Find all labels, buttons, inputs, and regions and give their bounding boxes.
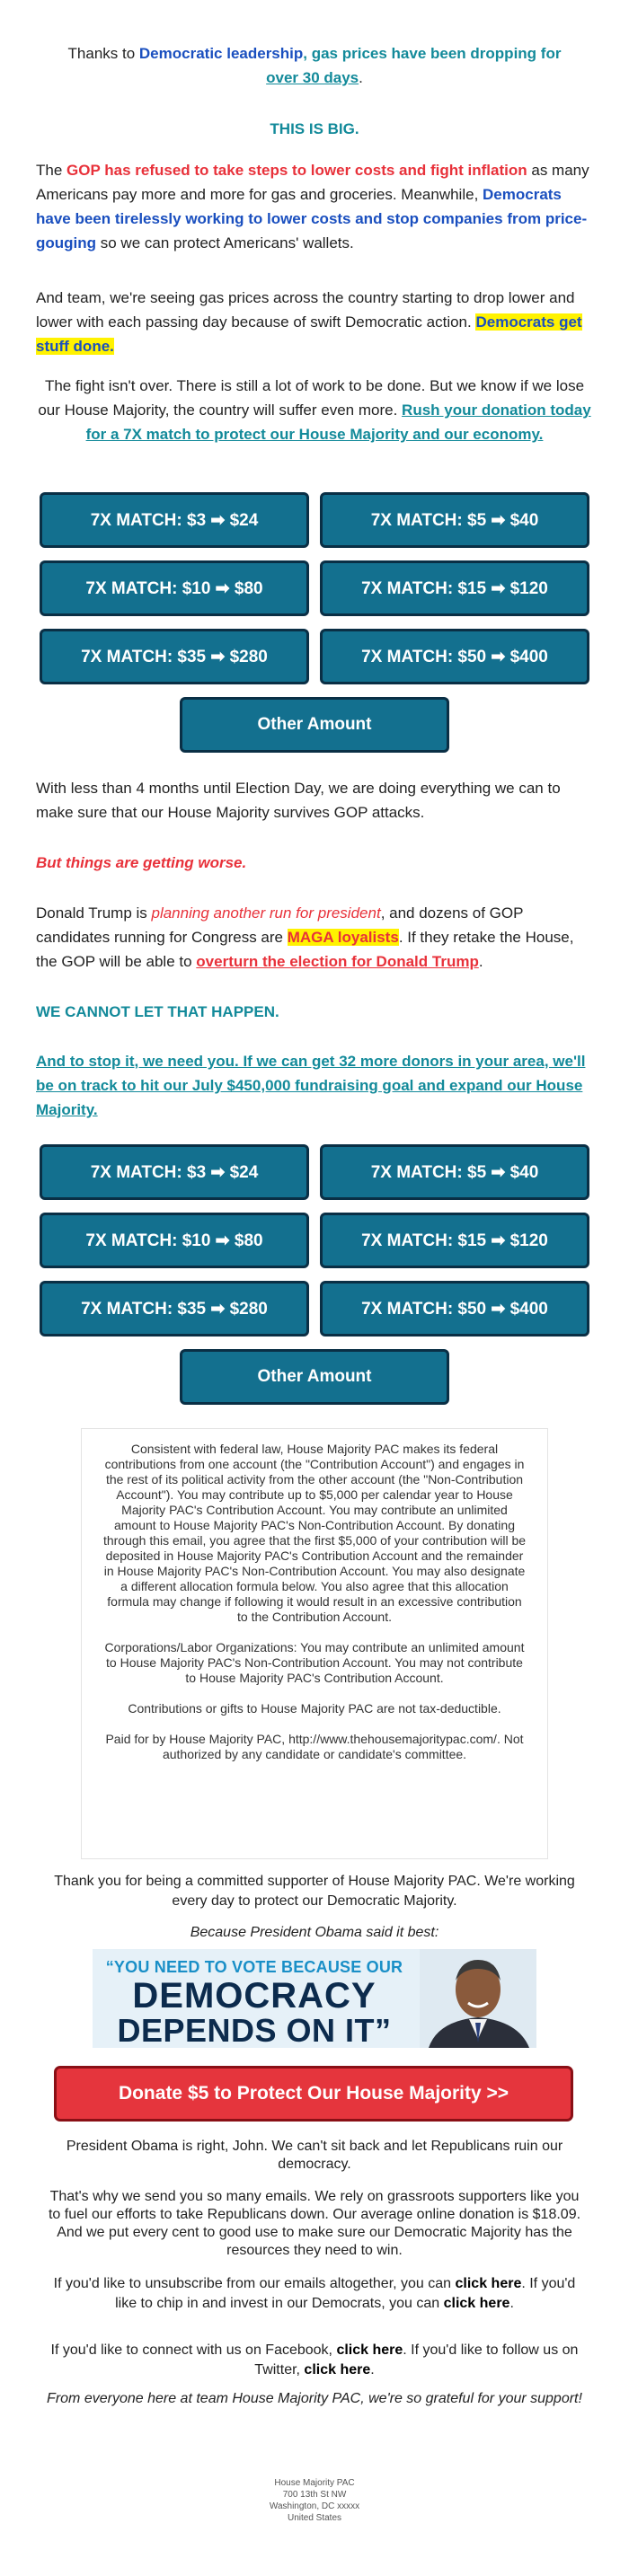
maga-loyalists-highlight: MAGA loyalists bbox=[287, 929, 399, 946]
chip-in-link[interactable]: click here bbox=[443, 2296, 510, 2311]
cannot-let-happen-heading: WE CANNOT LET THAT HAPPEN. bbox=[36, 1003, 279, 1020]
match-button-5[interactable]: 7X MATCH: $5 ➡ $40 bbox=[320, 492, 589, 548]
thank-you-paragraph: Thank you for being a committed supporter of House Majority PAC. We're working every day to protect our Democratic Majority. bbox=[54, 1874, 575, 1909]
match-button-10[interactable]: 7X MATCH: $10 ➡ $80 bbox=[40, 560, 309, 616]
disclaimer-tax: Contributions or gifts to House Majority PAC are not tax-deductible. bbox=[128, 1701, 501, 1716]
banner-quote-line: “YOU NEED TO VOTE BECAUSE OUR bbox=[105, 1958, 403, 1976]
gop-refused-text: GOP has refused to take steps to lower costs and fight inflation bbox=[66, 162, 527, 179]
match-button-35[interactable]: 7X MATCH: $35 ➡ $280 bbox=[40, 1281, 309, 1337]
trump-b: , and dozens of GOP candidates running for Congress are bbox=[36, 904, 524, 946]
obama-democracy-banner bbox=[93, 1949, 536, 2048]
dems-working-text: Democrats have been tirelessly working to lower costs and stop companies from price-gouging bbox=[36, 186, 588, 251]
trump-d: . bbox=[478, 953, 483, 970]
address-line-3: Washington, DC xxxxx bbox=[269, 2501, 360, 2511]
fight-paragraph bbox=[36, 374, 593, 446]
gop-paragraph bbox=[36, 158, 593, 255]
intro-gas-prices: , gas prices have been dropping for bbox=[303, 45, 562, 62]
trump-c: . If they retake the House, the GOP will be able to bbox=[36, 929, 574, 970]
other-amount-button[interactable]: Other Amount bbox=[180, 1349, 449, 1405]
match-button-3[interactable]: 7X MATCH: $3 ➡ $24 bbox=[40, 492, 309, 548]
gop-end-text: so we can protect Americans' wallets. bbox=[96, 234, 354, 251]
stop-it-link[interactable]: And to stop it, we need you. If we can get 32 more donors in your area, we'll be on track to hit our July $450,000 fundraising goal and expand our House Majority. bbox=[36, 1053, 586, 1118]
match-button-10[interactable]: 7X MATCH: $10 ➡ $80 bbox=[40, 1213, 309, 1268]
match-button-50[interactable]: 7X MATCH: $50 ➡ $400 bbox=[320, 629, 589, 684]
address-line-1: House Majority PAC bbox=[274, 2478, 355, 2488]
intro-thanks: Thanks to bbox=[67, 45, 139, 62]
intro-period: . bbox=[359, 69, 363, 86]
banner-depends: DEPENDS ON IT” bbox=[117, 2012, 392, 2048]
rush-donation-link[interactable]: Rush your donation today for a 7X match to protect our House Majority and our economy. bbox=[85, 401, 591, 443]
match-buttons-group-1 bbox=[36, 492, 593, 771]
this-is-big-heading: THIS IS BIG. bbox=[270, 120, 359, 137]
obama-portrait-image bbox=[420, 1949, 536, 2048]
fight-text: The fight isn't over. There is still a lot of work to be done. But we know if we lose our House Majority, the country will suffer even more. bbox=[38, 377, 585, 419]
intro-dem-leadership: Democratic leadership bbox=[138, 45, 304, 62]
grateful-paragraph: From everyone here at team House Majority PAC, we're so grateful for your support! bbox=[47, 2391, 582, 2406]
other-amount-button[interactable]: Other Amount bbox=[180, 697, 449, 753]
social-text-a: If you'd like to connect with us on Facebook, bbox=[50, 2342, 337, 2358]
legal-disclaimer bbox=[81, 1428, 548, 1859]
trump-planning-text: planning another run for president bbox=[151, 904, 381, 922]
social-paragraph bbox=[45, 2341, 584, 2380]
trump-a: Donald Trump is bbox=[36, 904, 152, 922]
match-button-50[interactable]: 7X MATCH: $50 ➡ $400 bbox=[320, 1281, 589, 1337]
team-text: And team, we're seeing gas prices across the country starting to drop lower and lower with each passing day because of swift Democratic action. bbox=[36, 289, 575, 331]
dems-get-stuff-done: Democrats get stuff done. bbox=[36, 313, 582, 355]
match-buttons-group-2 bbox=[36, 1144, 593, 1423]
address-line-2: 700 13th St NW bbox=[282, 2490, 347, 2500]
gop-middle-text: as many Americans pay more and more for gas and groceries. Meanwhile, bbox=[36, 162, 589, 203]
disclaimer-contribution: Consistent with federal law, House Majority PAC makes its federal contributions from one account (the "Contribution Account") and engages in the rest of its political activity from the other account (the "Non-Contribution Account"). You may contribute up to $5,000 per calendar year to House Majority PAC's Contribution Account. You may contribute an unlimited amount to House Majority PAC's Non-Contribution Account. By donating through this email, you agree that the first $5,000 of your contribution will be deposited in House Majority PAC's Contribution Account and the remainder in House Majority PAC's Non-Contribution Account. You may also designate a different allocation formula below. You also agree that this allocation formula may change if following it would result in an excessive contribution to the Contribution Account. bbox=[102, 1442, 527, 1624]
social-text-b: . If you'd like to follow us on Twitter, bbox=[254, 2342, 579, 2378]
unsub-text-b: . If you'd like to chip in and invest in our Democrats, you can bbox=[115, 2276, 576, 2311]
obama-said-line: Because President Obama said it best: bbox=[190, 1925, 439, 1940]
things-getting-worse: But things are getting worse. bbox=[36, 854, 247, 871]
unsubscribe-link[interactable]: click here bbox=[455, 2276, 522, 2291]
donate-5-button[interactable]: Donate $5 to Protect Our House Majority >> bbox=[54, 2066, 573, 2122]
match-button-35[interactable]: 7X MATCH: $35 ➡ $280 bbox=[40, 629, 309, 684]
social-text-c: . bbox=[370, 2362, 375, 2378]
overturn-election-link[interactable]: overturn the election for Donald Trump bbox=[196, 953, 479, 970]
match-button-5[interactable]: 7X MATCH: $5 ➡ $40 bbox=[320, 1144, 589, 1200]
footer-address bbox=[0, 2477, 629, 2524]
match-button-3[interactable]: 7X MATCH: $3 ➡ $24 bbox=[40, 1144, 309, 1200]
intro-over-30-days[interactable]: over 30 days bbox=[266, 69, 359, 86]
address-line-4: United States bbox=[287, 2513, 342, 2523]
unsub-text-c: . bbox=[509, 2296, 514, 2311]
emails-paragraph: That's why we send you so many emails. We rely on grassroots supporters like you to fuel our efforts to take Republicans down. Our average online donation is $18.09. And we put every cent to good use to make sure our Democratic Majority has the resources they need to win. bbox=[48, 2189, 581, 2258]
match-button-15[interactable]: 7X MATCH: $15 ➡ $120 bbox=[320, 560, 589, 616]
team-paragraph bbox=[36, 286, 593, 358]
match-button-15[interactable]: 7X MATCH: $15 ➡ $120 bbox=[320, 1213, 589, 1268]
gop-the: The bbox=[36, 162, 67, 179]
facebook-link[interactable]: click here bbox=[336, 2342, 403, 2358]
disclaimer-paid-for: Paid for by House Majority PAC, http://www.thehousemajoritypac.com/. Not authorized by any candidate or candidate's committee. bbox=[105, 1732, 524, 1761]
disclaimer-corporations: Corporations/Labor Organizations: You may contribute an unlimited amount to House Majority PAC's Non-Contribution Account. You may not contribute to House Majority PAC's Contribution Account. bbox=[104, 1640, 525, 1685]
intro-paragraph bbox=[36, 41, 593, 90]
four-months-paragraph: With less than 4 months until Election Day, we are doing everything we can to make sure that our House Majority survives GOP attacks. bbox=[36, 780, 561, 821]
banner-democracy: DEMOCRACY bbox=[132, 1976, 377, 2016]
unsub-text-a: If you'd like to unsubscribe from our emails altogether, you can bbox=[53, 2276, 456, 2291]
trump-paragraph bbox=[36, 901, 593, 974]
twitter-link[interactable]: click here bbox=[304, 2362, 371, 2378]
obama-right-paragraph: President Obama is right, John. We can't sit back and let Republicans ruin our democracy. bbox=[66, 2139, 563, 2172]
unsubscribe-paragraph bbox=[45, 2274, 584, 2314]
